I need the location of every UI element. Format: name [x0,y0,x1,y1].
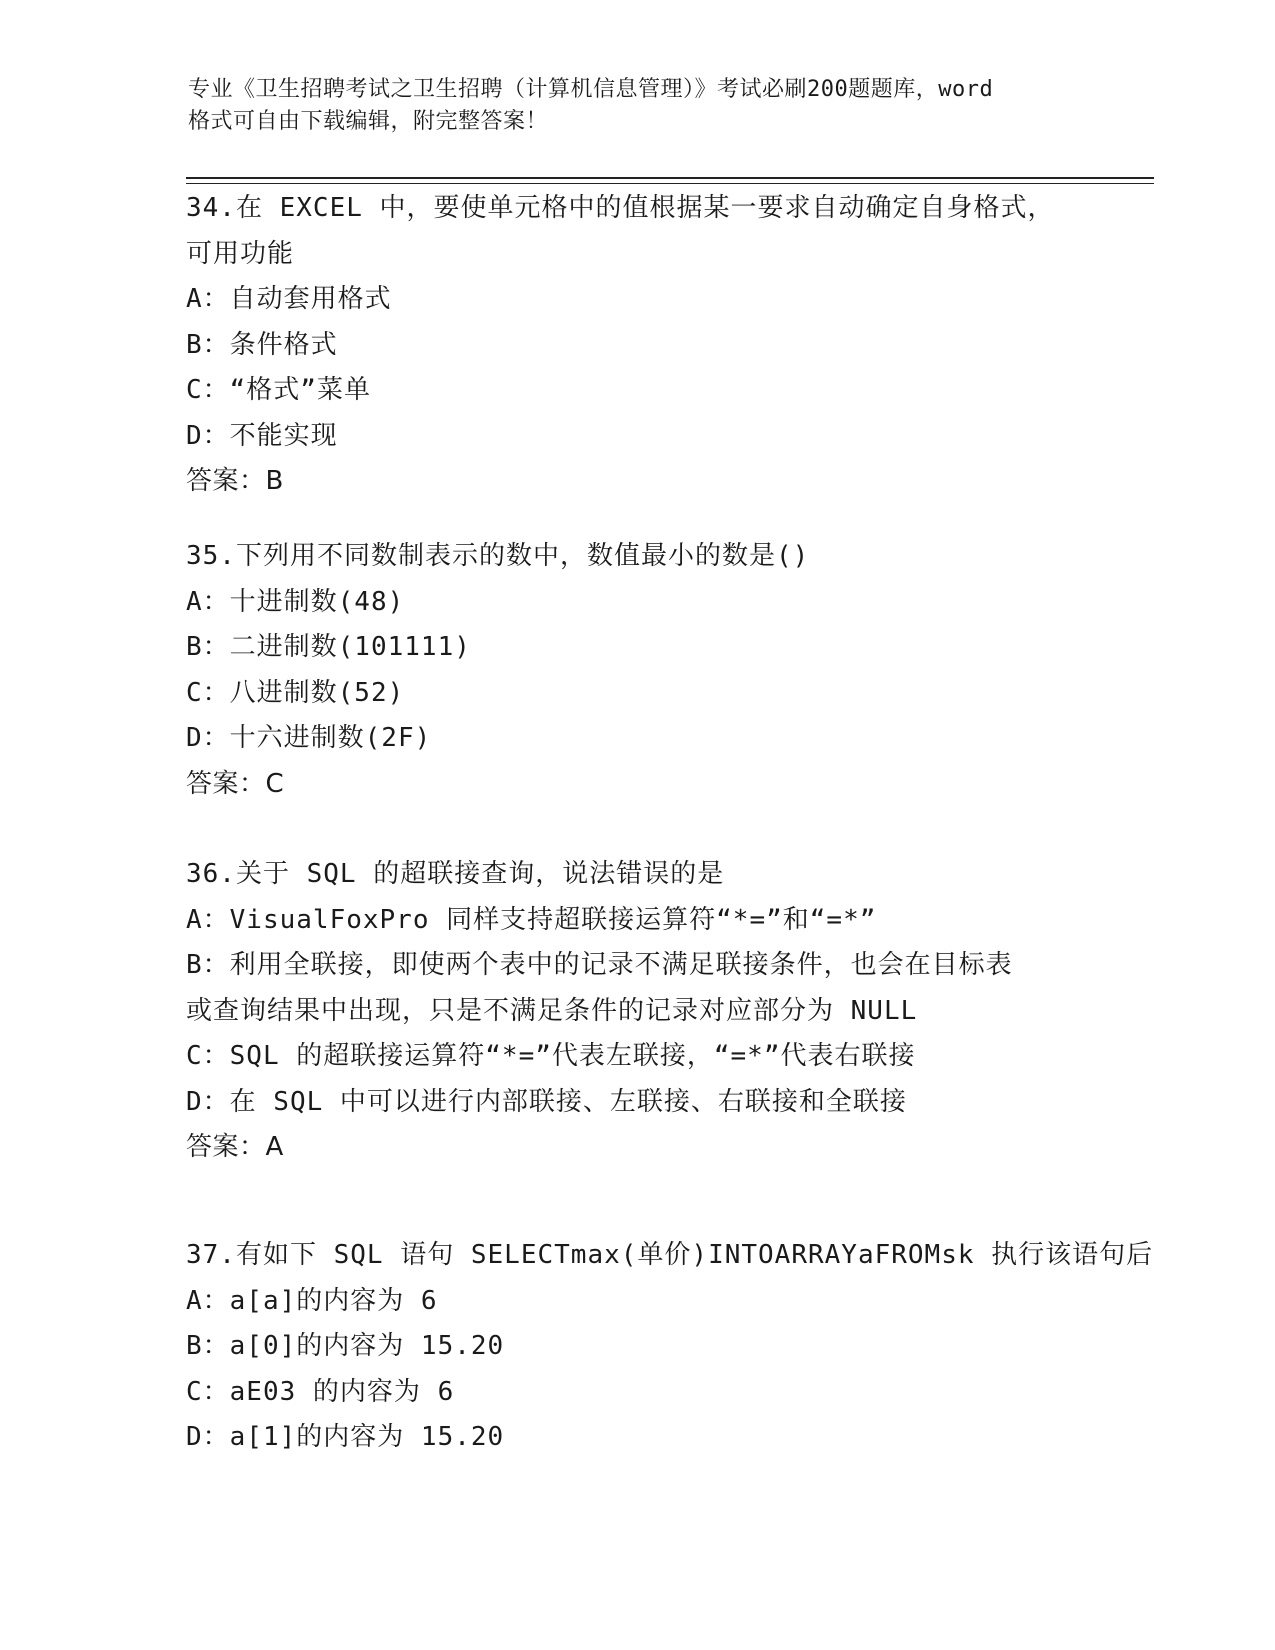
option-b: B：二进制数(101111) [186,632,471,662]
question-35 [186,534,1086,807]
option-d: D：不能实现 [186,420,338,451]
option-d: D：十六进制数(2F) [186,723,432,753]
question-stem: 37.有如下 SQL 语句 SELECTmax(单价)INTOARRAYaFROMsk 执行该语句后 [186,1240,1154,1270]
option-d: D：a[1]的内容为 15.20 [186,1422,505,1452]
question-stem: 34.在 EXCEL 中，要使单元格中的值根据某一要求自动确定自身格式， [186,193,1055,223]
question-37 [186,1233,1154,1461]
option-a: A：自动套用格式 [186,284,392,314]
question-stem: 36.关于 SQL 的超联接查询，说法错误的是 [186,859,725,889]
answer-key: 答案：B [186,466,284,496]
question-stem: 35.下列用不同数制表示的数中，数值最小的数是() [186,541,810,571]
option-d: D：在 SQL 中可以进行内部联接、左联接、右联接和全联接 [186,1086,907,1117]
answer-key: 答案：C [186,768,285,799]
header-divider-thick [186,177,1154,179]
option-a: A：VisualFoxPro 同样支持超联接运算符“*=”和“=*” [186,904,877,935]
option-c: C：八进制数(52) [186,677,405,708]
question-36 [186,852,1086,1171]
option-b: B：条件格式 [186,329,338,360]
option-c: C：aE03 的内容为 6 [186,1376,455,1407]
header-title-line-1: 专业《卫生招聘考试之卫生招聘（计算机信息管理）》考试必刷200题题库，word [188,77,994,102]
option-b-continued: 或查询结果中出现，只是不满足条件的记录对应部分为 NULL [186,995,918,1026]
question-34 [186,186,1086,505]
option-b: B：利用全联接，即使两个表中的记录不满足联接条件，也会在目标表 [186,950,1013,980]
header-divider-thin [186,183,1154,184]
option-a: A：十进制数(48) [186,586,405,617]
option-b: B：a[0]的内容为 15.20 [186,1331,505,1361]
option-a: A：a[a]的内容为 6 [186,1285,438,1316]
option-c: C：SQL 的超联接运算符“*=”代表左联接，“=*”代表右联接 [186,1041,916,1071]
document-header [188,74,1088,138]
header-title-line-2: 格式可自由下载编辑，附完整答案！ [188,109,549,134]
option-c: C：“格式”菜单 [186,375,371,405]
answer-key: 答案：A [186,1132,284,1162]
question-stem: 可用功能 [186,238,295,269]
